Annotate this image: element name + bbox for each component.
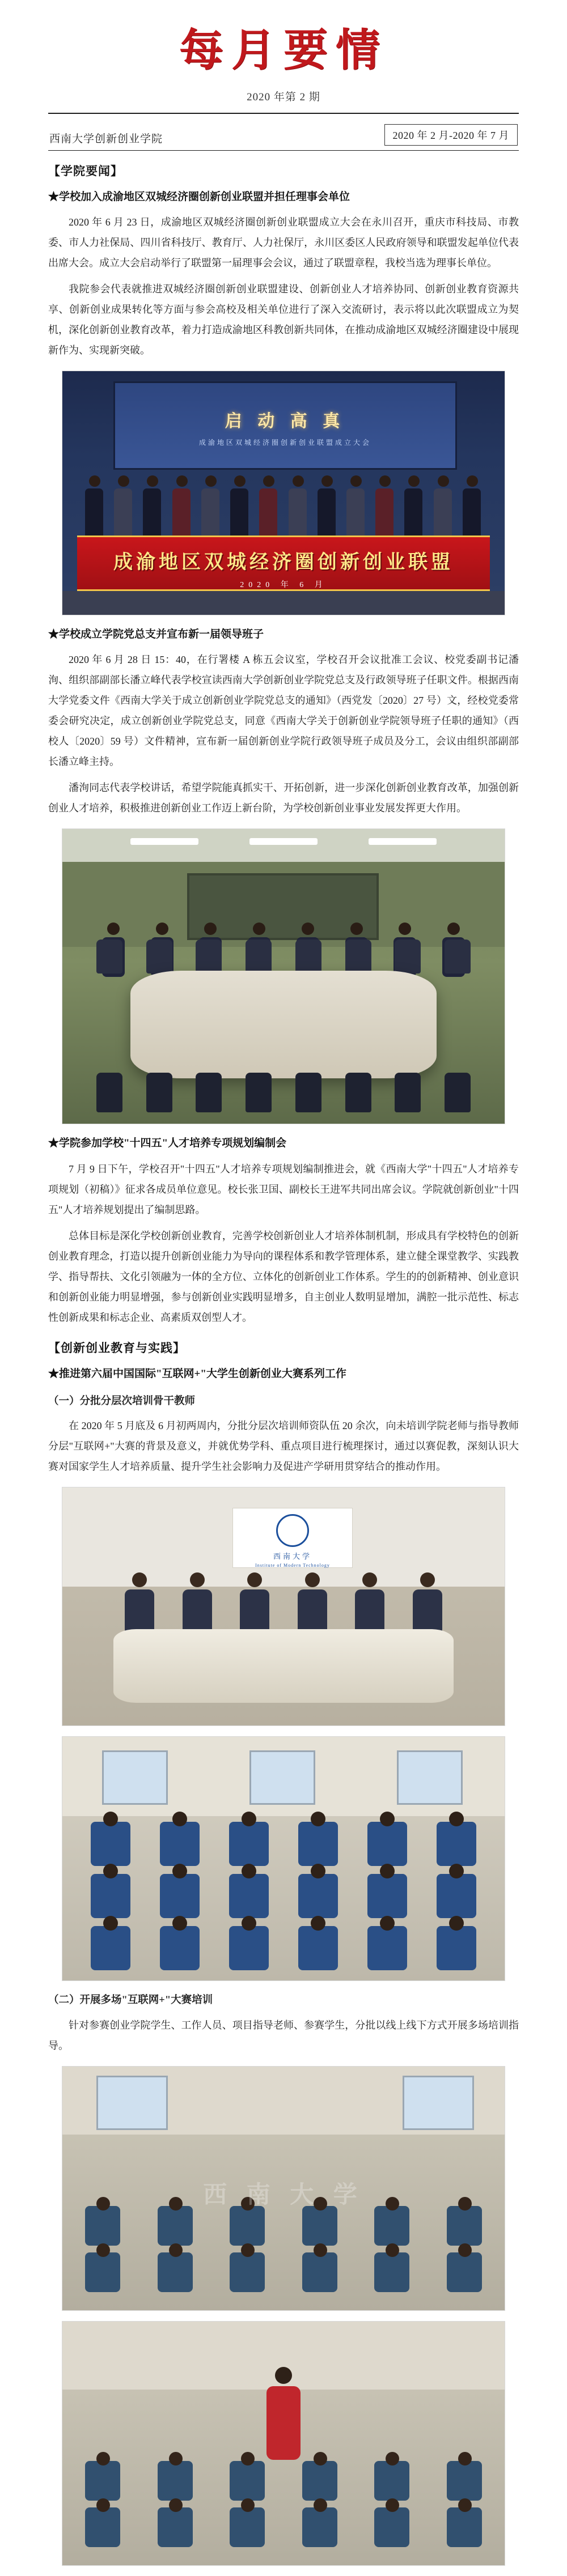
seated-person: [437, 1874, 476, 1918]
student: [302, 2206, 337, 2246]
article-chengyu-alliance: [48, 188, 519, 360]
student: [230, 2507, 265, 2547]
student: [302, 2252, 337, 2292]
photo-classroom-training: [62, 2066, 505, 2311]
photo-conference-stage: [62, 371, 505, 615]
student: [158, 2252, 193, 2292]
student: [85, 2252, 120, 2292]
article-paragraph: 2020 年 6 月 23 日，成渝地区双城经济圈创新创业联盟成立大会在永川召开，重庆市科技局、市教委、市人力社保局、四川省科技厅、教育厅、人力社保厅，永川区委区人民政府领导和联盟发起单位代表出席大会。成立大会启动举行了联盟第一届理事会会议，通过了联盟章程，我校当选为理事长单位。: [48, 216, 519, 269]
student: [447, 2206, 482, 2246]
student: [302, 2461, 337, 2501]
conference-table: [113, 1629, 454, 1703]
seat-row: [91, 1874, 476, 1918]
seat-row: [91, 1926, 476, 1970]
meta-divider: [48, 150, 519, 151]
chair-row-far: [96, 940, 471, 974]
article-paragraph: 针对参赛创业学院学生、工作人员、项目指导老师、参赛学生，分批以线上线下方式开展多场培训指导。: [48, 2019, 519, 2051]
student: [447, 2461, 482, 2501]
desk-row: [85, 2461, 482, 2501]
date-range-badge: 2020 年 2 月-2020 年 7 月: [384, 124, 518, 146]
student: [374, 2252, 409, 2292]
seat-rows: [91, 1822, 476, 1978]
student-desks: [85, 2206, 482, 2299]
article-paragraph: 我院参会代表就推进双城经济圈创新创业联盟建设、创新创业人才培养协同、创新创业教育资源共享、创新创业成果转化等方面与参会高校及相关单位进行了深入交流研讨，表示将以此次联盟成立为契机，深化创新创业教育改革，着力打造成渝地区科教创新共同体，在推动成渝地区双城经济圈建设中展现新作为、实现新突破。: [48, 283, 519, 356]
article-party-branch: [48, 626, 519, 818]
conference-table: [130, 971, 437, 1078]
student: [158, 2206, 193, 2246]
photo-meeting-room-second: [62, 1736, 505, 1981]
seated-person: [91, 1926, 130, 1970]
school-seal-icon: [276, 1514, 309, 1547]
logo-line-1: 西南大学: [273, 1552, 312, 1561]
seated-person: [91, 1822, 130, 1866]
seated-person: [367, 1874, 407, 1918]
masthead-divider: [48, 113, 519, 114]
window: [102, 1750, 168, 1805]
stage-screen: [113, 381, 457, 470]
stage-banner: [77, 535, 490, 591]
seated-person: [91, 1874, 130, 1918]
article-14th-five-year-plan: [48, 1134, 519, 1327]
article-paragraph: 在 2020 年 5 月底及 6 月初两周内，分批分层次培训师资队伍 20 余次，向未培训学院老师与指导教师分层"互联网+"大赛的背景及意义，并就优势学科、重点项目进行梳理探讨，通过以赛促教，深刻认识大赛对国家学生人才培养质量、提升学生社会影响力及促进产学研用贯穿结合的推动作用。: [48, 1420, 519, 1473]
photo-watermark: 西 南 大 学: [203, 2182, 364, 2209]
article-title: ★学校加入成渝地区双城经济圈创新创业联盟并担任理事会单位: [48, 190, 350, 203]
section-heading-education: 【创新创业教育与实践】: [48, 1341, 185, 1355]
article-paragraph: 2020 年 6 月 28 日 15：40，在行署楼 A 栋五会议室，学校召开会议批准工会议、校党委副书记潘洵、组织部副部长潘立峰代表学校宣读西南大学创新创业学院党总支及行政领导班子任职文件。根据西南大学党委文件《西南大学关于成立创新创业学院党总支的通知》（西党发〔2020〕27 号）文，经校党委常委会研究决定，成立创新创业学院党总支，同意《西南大学关于创新创业学院领导班子任职的通知》（西校人〔2020〕59 号）文件精神，宣布新一届创新创业学院行政领导班子成员及分工，会议由组织部副部长潘立峰主持。: [48, 654, 519, 768]
student: [85, 2461, 120, 2501]
article-teacher-training: [48, 1392, 519, 1477]
desk-row: [85, 2206, 482, 2246]
student: [374, 2507, 409, 2547]
stage-banner-title: 成渝地区双城经济圈创新创业联盟: [113, 552, 454, 573]
article-subtitle: （二）开展多场"互联网+"大赛培训: [48, 1995, 213, 2007]
logo-line-2: Institute of Modern Technology: [255, 1563, 330, 1568]
student-desks: [85, 2461, 482, 2554]
page-title: 每月要情: [179, 24, 388, 76]
article-title: ★学院参加学校"十四五"人才培养专项规划编制会: [48, 1137, 287, 1150]
ceiling: [62, 829, 505, 862]
photo-lecture-hall: [62, 2321, 505, 2566]
seated-person: [437, 1926, 476, 1970]
article-title: ★学校成立学院党总支并宣布新一届领导班子: [48, 628, 264, 641]
seated-person: [229, 1926, 269, 1970]
student: [230, 2252, 265, 2292]
speaker-presenter: [266, 2367, 301, 2463]
article-internet-plus-competition: [48, 1365, 519, 1383]
window: [249, 1750, 315, 1805]
article-paragraph: 潘洵同志代表学校讲话，希望学院能真抓实干、开拓创新，进一步深化创新创业教育改革，加强创新创业人才培养，积极推进创新创业工作迈上新台阶，为学校创新创业事业发展发挥更大作用。: [48, 782, 519, 814]
publishing-unit: 西南大学创新创业学院: [49, 133, 163, 145]
window: [403, 2076, 474, 2130]
seated-person: [160, 1822, 200, 1866]
stage-screen-subtitle: 成渝地区双城经济圈创新创业联盟成立大会: [198, 439, 371, 447]
window: [397, 1750, 463, 1805]
seated-person: [298, 1926, 338, 1970]
stage-banner-subtitle: 2020 年 6 月: [240, 581, 327, 590]
student: [158, 2461, 193, 2501]
seated-person: [367, 1926, 407, 1970]
seated-person: [437, 1822, 476, 1866]
stage-floor: [62, 591, 505, 615]
school-logo: [232, 1508, 353, 1568]
student: [158, 2507, 193, 2547]
article-paragraph: 7 月 9 日下午，学校召开"十四五"人才培养专项规划编制推进会，就《西南大学"十四五"人才培养专项规划（初稿）》征求各成员单位意见。校长张卫国、副校长王进军共同出席会议。学院就创新创业"十四五"人才培养规划提出了编制思路。: [48, 1163, 519, 1215]
student: [302, 2507, 337, 2547]
desk-row: [85, 2507, 482, 2547]
seated-person: [298, 1874, 338, 1918]
article-paragraph: 总体目标是深化学校创新创业教育，完善学校创新创业人才培养体制机制，形成具有学校特色的创新创业教育理念，打造以提升创新创业能力为导向的课程体系和教学管理体系，建立健全课堂教学、实践教学、指导帮扶、文化引领融为一体的全方位、立体化的创新创业工作体系。学生的的创新精神、创业意识和创新创业能力明显增强，参与创新创业实践明显增多，自主创业人数明显增加，满腔一批示范性、标志性创新成果和标志企业、高素质双创型人才。: [48, 1230, 519, 1323]
seated-person: [229, 1822, 269, 1866]
seat-row: [91, 1822, 476, 1866]
student: [230, 2461, 265, 2501]
seated-person: [298, 1822, 338, 1866]
student: [374, 2206, 409, 2246]
seated-person: [367, 1822, 407, 1866]
student: [447, 2252, 482, 2292]
window: [96, 2076, 168, 2130]
meta-bar: [48, 116, 519, 150]
masthead: [48, 22, 519, 116]
seated-person: [229, 1874, 269, 1918]
stage-screen-title: 启 动 高 真: [225, 412, 346, 431]
stage-people-row: [85, 470, 482, 538]
seated-person: [160, 1926, 200, 1970]
issue-number: 2020 年第 2 期: [247, 91, 320, 103]
student: [374, 2461, 409, 2501]
article-title: ★推进第六届中国国际"互联网+"大学生创新创业大赛系列工作: [48, 1367, 346, 1380]
meeting-attendees: [125, 1572, 442, 1635]
student: [85, 2507, 120, 2547]
chair-row-near: [96, 1073, 471, 1112]
student: [85, 2206, 120, 2246]
photo-long-meeting-table: [62, 828, 505, 1124]
seated-person: [160, 1874, 200, 1918]
article-subtitle: （一）分批分层次培训骨干教师: [48, 1396, 196, 1408]
student: [230, 2206, 265, 2246]
section-heading-news: 【学院要闻】: [48, 164, 123, 178]
photo-meeting-with-school-logo: [62, 1487, 505, 1726]
article-multiple-trainings: [48, 1991, 519, 2055]
student: [447, 2507, 482, 2547]
desk-row: [85, 2252, 482, 2292]
